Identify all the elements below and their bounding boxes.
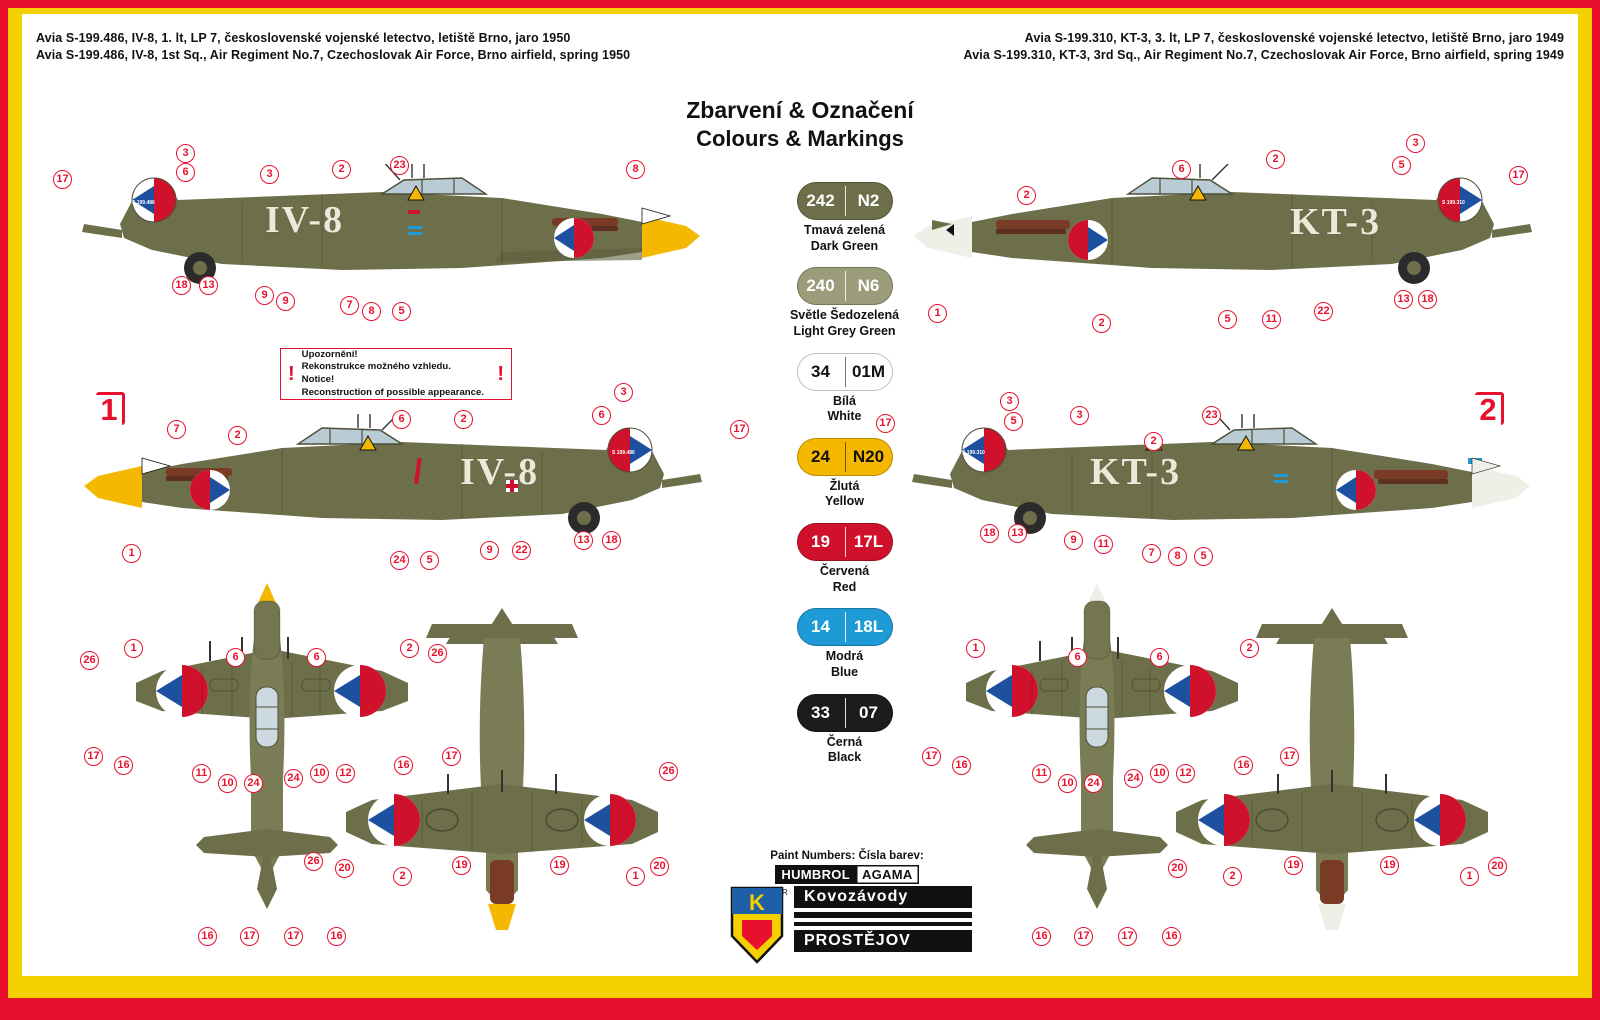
callout-1f: 1	[1460, 867, 1479, 886]
chip-humbrol-0: 242	[806, 191, 835, 210]
aircraft-code-2-port: KT-3	[1090, 451, 1182, 493]
callout-16b: 16	[394, 756, 413, 775]
callout-1b: 1	[124, 639, 143, 658]
callout-10d: 10	[1150, 764, 1169, 783]
paint-chip-dark-green	[757, 182, 932, 254]
aircraft-profile-2-port	[912, 414, 1532, 564]
chip-name-cz-3: Žlutá	[829, 478, 860, 493]
callout-2g: 2	[1017, 186, 1036, 205]
callout-16e: 16	[952, 756, 971, 775]
callout-18c: 18	[1418, 290, 1437, 309]
callout-26b: 26	[428, 644, 447, 663]
tail-serial-2-port: S 199.310	[962, 450, 985, 456]
callout-3: 3	[176, 144, 195, 163]
callout-20b: 20	[650, 857, 669, 876]
callout-8b: 8	[362, 302, 381, 321]
callout-1c: 1	[626, 867, 645, 886]
callout-2j: 2	[1144, 432, 1163, 451]
callout-2i: 2	[1092, 314, 1111, 333]
callout-22b: 22	[1314, 302, 1333, 321]
callout-17d: 17	[442, 747, 461, 766]
chip-agama-3: N20	[852, 446, 885, 466]
chip-name-en-2: White	[827, 409, 862, 424]
chip-humbrol-5: 14	[811, 617, 830, 637]
callout-6c: 6	[392, 410, 411, 429]
warning-icon-2: !	[497, 362, 504, 385]
chip-name-cz-2: Bílá	[833, 393, 856, 408]
callout-26: 26	[80, 651, 99, 670]
instruction-sheet	[22, 14, 1578, 976]
scheme-number-2: 2	[1475, 392, 1504, 425]
paint-numbers-en: Paint Numbers:	[770, 850, 856, 862]
callout-3f: 3	[1070, 406, 1089, 425]
callout-9b: 9	[276, 292, 295, 311]
callout-3c: 3	[614, 383, 633, 402]
callout-3b: 3	[260, 165, 279, 184]
callout-16d: 16	[327, 927, 346, 946]
aircraft-code-2-stbd: KT-3	[1290, 201, 1382, 243]
brand-agama: AGAMA	[856, 865, 919, 884]
callout-18b: 18	[602, 531, 621, 550]
callout-23: 23	[390, 156, 409, 175]
callout-8: 8	[626, 160, 645, 179]
notice-en-title: Notice!	[301, 374, 335, 385]
callout-16h: 16	[1162, 927, 1181, 946]
callout-10b: 10	[310, 764, 329, 783]
page-title	[22, 96, 1578, 152]
callout-2c: 2	[228, 426, 247, 445]
registered-mark: R	[782, 888, 788, 897]
aircraft-code-1-stbd: IV-8	[460, 451, 540, 493]
callout-26c: 26	[659, 762, 678, 781]
chip-name-en-4: Red	[832, 579, 857, 594]
callout-5e: 5	[1004, 412, 1023, 431]
scheme-number-1: 1	[96, 392, 125, 425]
callout-20: 20	[335, 859, 354, 878]
callout-5d: 5	[1218, 310, 1237, 329]
aircraft-svg-3	[912, 164, 1532, 309]
callout-17g: 17	[1509, 166, 1528, 185]
tail-serial-2-stbd: S 199.310	[1442, 200, 1465, 206]
callout-2k: 2	[1240, 639, 1259, 658]
aircraft-profile-2-starboard	[912, 164, 1532, 309]
aircraft-svg-4	[912, 414, 1532, 564]
paint-chip-list	[757, 182, 932, 779]
chip-agama-0: N2	[857, 191, 880, 210]
notice-cz-title: Upozornění!	[301, 348, 358, 360]
chip-name-cz-4: Červená	[819, 564, 870, 578]
callout-16c: 16	[198, 927, 217, 946]
tail-serial-1-port: S 199.486	[132, 200, 155, 206]
callout-11d: 11	[1032, 764, 1051, 783]
callout-9d: 9	[1064, 531, 1083, 550]
callout-2l: 2	[1223, 867, 1242, 886]
logo-line1: Kovozávody	[794, 886, 972, 908]
callout-2h: 2	[1266, 150, 1285, 169]
callout-17e: 17	[240, 927, 259, 946]
callout-17l: 17	[1118, 927, 1137, 946]
callout-16: 16	[114, 756, 133, 775]
callout-2d: 2	[454, 410, 473, 429]
callout-1: 1	[122, 544, 141, 563]
chip-humbrol-4: 19	[811, 532, 830, 551]
chip-agama-6: 07	[859, 702, 878, 722]
paint-chip-red	[757, 523, 932, 595]
callout-9c: 9	[480, 541, 499, 560]
chip-agama-5: 18L	[853, 617, 884, 637]
callout-19d: 19	[1380, 856, 1399, 875]
callout-18d: 18	[980, 524, 999, 543]
svg-text:K: K	[749, 890, 765, 915]
tail-serial-1-stbd: S 199.486	[612, 450, 635, 456]
callout-1e: 1	[966, 639, 985, 658]
callout-24: 24	[390, 551, 409, 570]
header-right	[964, 30, 1564, 64]
callout-17k: 17	[1074, 927, 1093, 946]
chip-name-cz-5: Modrá	[825, 649, 864, 664]
callout-10c: 10	[1058, 774, 1077, 793]
callout-12b: 12	[1176, 764, 1195, 783]
header-right-line1: Avia S-199.310, KT-3, 3. lt, LP 7, československé vojenské letectvo, letiště Brno, jaro 1949	[1024, 31, 1564, 45]
callout-6e: 6	[226, 648, 245, 667]
callout-8c: 8	[1168, 547, 1187, 566]
callout-6: 6	[176, 163, 195, 182]
callout-19c: 19	[1284, 856, 1303, 875]
callout-11c: 11	[1094, 535, 1113, 554]
callout-5c: 5	[1392, 156, 1411, 175]
callout-5f: 5	[1194, 547, 1213, 566]
chip-name-en-6: Black	[827, 750, 862, 765]
callout-24b: 24	[244, 774, 263, 793]
callout-2f: 2	[393, 867, 412, 886]
callout-12: 12	[336, 764, 355, 783]
callout-17f: 17	[284, 927, 303, 946]
callout-6d: 6	[592, 406, 611, 425]
callout-22: 22	[512, 541, 531, 560]
chip-agama-4: 17L	[853, 532, 884, 551]
callout-2: 2	[332, 160, 351, 179]
callout-9: 9	[255, 286, 274, 305]
callout-17c: 17	[84, 747, 103, 766]
callout-10: 10	[218, 774, 237, 793]
paint-numbers-cz: Čísla barev:	[858, 850, 924, 862]
callout-11b: 11	[1262, 310, 1281, 329]
header-left	[36, 30, 630, 64]
callout-13: 13	[199, 276, 218, 295]
paint-chip-yellow	[757, 438, 932, 510]
callout-6f: 6	[307, 648, 326, 667]
callout-7c: 7	[167, 420, 186, 439]
paint-chip-light-grey-green	[757, 267, 932, 339]
chip-humbrol-6: 33	[811, 702, 830, 722]
callout-20c: 20	[1168, 859, 1187, 878]
chip-humbrol-2: 34	[811, 361, 830, 381]
callout-24c: 24	[284, 769, 303, 788]
callout-23b: 23	[1202, 406, 1221, 425]
callout-13b: 13	[574, 531, 593, 550]
brand-humbrol: HUMBROL	[775, 865, 856, 884]
chip-name-cz-0: Tmavá zelená	[803, 223, 886, 237]
chip-name-en-1: Light Grey Green	[793, 323, 896, 338]
callout-16g: 16	[1032, 927, 1051, 946]
callout-2e: 2	[400, 639, 419, 658]
callout-6h: 6	[1068, 648, 1087, 667]
chip-humbrol-1: 240	[806, 276, 835, 296]
callout-5: 5	[392, 302, 411, 321]
paint-chip-black	[757, 694, 932, 766]
chip-name-en-5: Blue	[830, 664, 859, 679]
callout-24d: 24	[1084, 774, 1103, 793]
callout-3e: 3	[1000, 392, 1019, 411]
notice-box	[280, 348, 512, 400]
notice-cz-text: Rekonstrukce možného vzhledu.	[301, 361, 451, 373]
callout-11: 11	[192, 764, 211, 783]
callout-19: 19	[452, 856, 471, 875]
callout-26d: 26	[304, 852, 323, 871]
callout-13c: 13	[1394, 290, 1413, 309]
chip-agama-1: N6	[857, 276, 880, 296]
callout-13d: 13	[1008, 524, 1027, 543]
paint-chip-white	[757, 353, 932, 425]
callout-17h: 17	[876, 414, 895, 433]
callout-17b: 17	[730, 420, 749, 439]
chip-name-en-0: Dark Green	[810, 238, 879, 253]
callout-7: 7	[340, 296, 359, 315]
callout-17: 17	[53, 170, 72, 189]
callout-16f: 16	[1234, 756, 1253, 775]
callout-24e: 24	[1124, 769, 1143, 788]
chip-name-en-3: Yellow	[825, 494, 864, 509]
callout-7d: 7	[1142, 544, 1161, 563]
paint-numbers-caption	[757, 850, 937, 884]
callout-5b: 5	[420, 551, 439, 570]
title-czech: Zbarvení & Označení	[686, 97, 914, 123]
chip-agama-2: 01M	[851, 361, 886, 381]
logo-line2: PROSTĚJOV	[794, 930, 972, 952]
kp-shield-icon	[724, 884, 790, 966]
callout-3d: 3	[1406, 134, 1425, 153]
header-right-line2: Avia S-199.310, KT-3, 3rd Sq., Air Regiment No.7, Czechoslovak Air Force, Brno airfield, spring 1949	[963, 47, 1564, 62]
callout-1d: 1	[928, 304, 947, 323]
callout-17j: 17	[1280, 747, 1299, 766]
callout-6g: 6	[1172, 160, 1191, 179]
callout-20d: 20	[1488, 857, 1507, 876]
chip-humbrol-3: 24	[811, 446, 830, 466]
title-english: Colours & Markings	[696, 125, 904, 151]
warning-icon: !	[288, 362, 295, 385]
callout-18: 18	[172, 276, 191, 295]
callout-19b: 19	[550, 856, 569, 875]
header-left-line1: Avia S-199.486, IV-8, 1. lt, LP 7, československé vojenské letectvo, letiště Brno, jaro 1950	[36, 31, 571, 45]
aircraft-plan-svg-2	[302, 604, 702, 949]
aircraft-code-1-port: IV-8	[265, 199, 345, 241]
chip-name-cz-1: Světle Šedozelená	[789, 308, 900, 323]
callout-6i: 6	[1150, 648, 1169, 667]
chip-name-cz-6: Černá	[826, 734, 863, 749]
header-left-line2: Avia S-199.486, IV-8, 1st Sq., Air Regiment No.7, Czechoslovak Air Force, Brno airfield, spring 1950	[36, 47, 631, 62]
callout-17i: 17	[922, 747, 941, 766]
paint-chip-blue	[757, 608, 932, 680]
aircraft-plan-1-bottom	[302, 604, 702, 949]
notice-en-text: Reconstruction of possible appearance.	[301, 386, 484, 398]
